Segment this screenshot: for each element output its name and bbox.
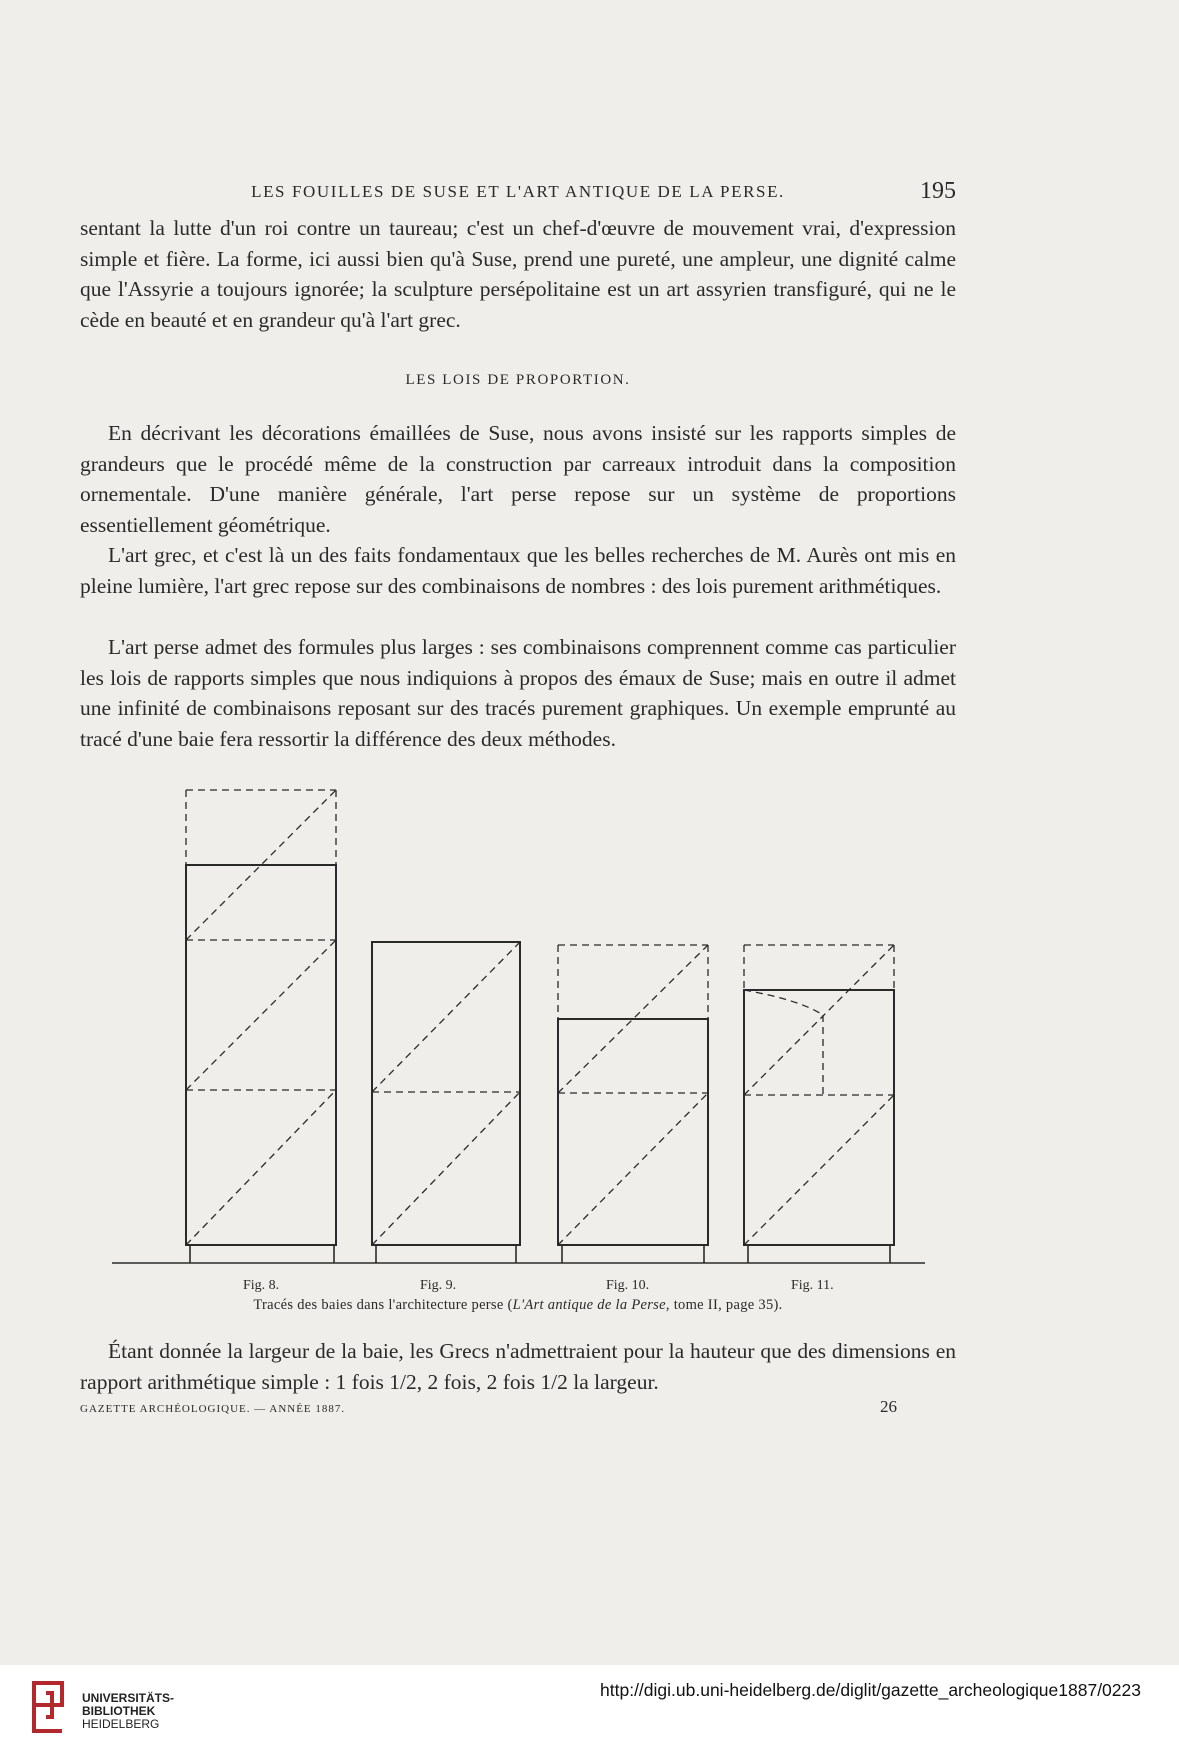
library-footer-bar [0, 1665, 1179, 1750]
fig-9-label: Fig. 9. [420, 1278, 457, 1293]
library-name-line-3: HEIDELBERG [82, 1717, 160, 1731]
signature-mark: 26 [880, 1397, 897, 1416]
paragraph-2: L'art grec, et c'est là un des faits fondamentaux que les belles recherches de M. Aurès ont mis en pleine lumière, l'art grec repose sur des combinaisons de nombres : des lois purement arithmétiques. [80, 543, 956, 598]
running-header [80, 178, 956, 210]
paragraph-1: En décrivant les décorations émaillées de Suse, nous avons insisté sur les rapports simples de grandeurs que le procédé même de la construction par carreaux introduit dans la composition ornementale. D'une manière générale, l'art perse repose sur un système de proportions essentiellement géométrique. [80, 421, 956, 537]
caption-book-title: L'Art antique de la Perse [512, 1297, 666, 1313]
section-title: LES LOIS DE PROPORTION. [405, 372, 631, 388]
caption-suffix: , tome II, page 35). [665, 1297, 783, 1313]
figure-labels [110, 1278, 930, 1298]
fig-11-label: Fig. 11. [791, 1278, 834, 1293]
page-number: 195 [920, 178, 956, 204]
figure-caption [80, 1297, 956, 1314]
library-name-line-2: BIBLIOTHEK [82, 1704, 156, 1718]
paragraph-3: L'art perse admet des formules plus larges : ses combinaisons comprennent comme cas particulier les lois de rapports simples que nous indiquions à propos des émaux de Suse; mais en outre il admet une infinité de combinaisons reposant sur des tracés purement graphiques. Un exemple emprunté au tracé d'une baie fera ressortir la différence des deux méthodes. [80, 635, 956, 751]
library-logo-icon [28, 1677, 70, 1737]
fig-10-label: Fig. 10. [606, 1278, 650, 1293]
running-title: LES FOUILLES DE SUSE ET L'ART ANTIQUE DE LA PERSE. [251, 182, 785, 201]
paragraph-intro: sentant la lutte d'un roi contre un taureau; c'est un chef-d'œuvre de mouvement vrai, d'expression simple et fière. La forme, ici aussi bien qu'à Suse, prend une pureté, une ampleur, une dignité calme que l'Assyrie a toujours ignorée; la sculpture persépolitaine est un art assyrien transfiguré, qui ne le cède en beauté et en grandeur qu'à l'art grec. [80, 216, 956, 332]
fig-10-drawing [558, 945, 708, 1263]
journal-footer: GAZETTE ARCHÉOLOGIQUE. — ANNÉE 1887. [80, 1403, 346, 1415]
fig-11-drawing [744, 945, 894, 1263]
paragraph-4: Étant donnée la largeur de la baie, les Grecs n'admettraient pour la hauteur que des dimensions en rapport arithmétique simple : 1 fois 1/2, 2 fois, 2 fois 1/2 la largeur. [80, 1339, 956, 1394]
fig-8-label: Fig. 8. [243, 1278, 280, 1293]
fig-9-drawing [372, 942, 520, 1263]
library-name-line-1: UNIVERSITÄTS- [82, 1691, 175, 1705]
caption-prefix: Tracés des baies dans l'architecture perse ( [253, 1297, 513, 1313]
fig-8-drawing [186, 790, 336, 1263]
source-url-link[interactable]: http://digi.ub.uni-heidelberg.de/diglit/gazette_archeologique1887/0223 [600, 1680, 1141, 1700]
library-name [82, 1692, 174, 1731]
bay-tracings-figure [110, 785, 930, 1275]
